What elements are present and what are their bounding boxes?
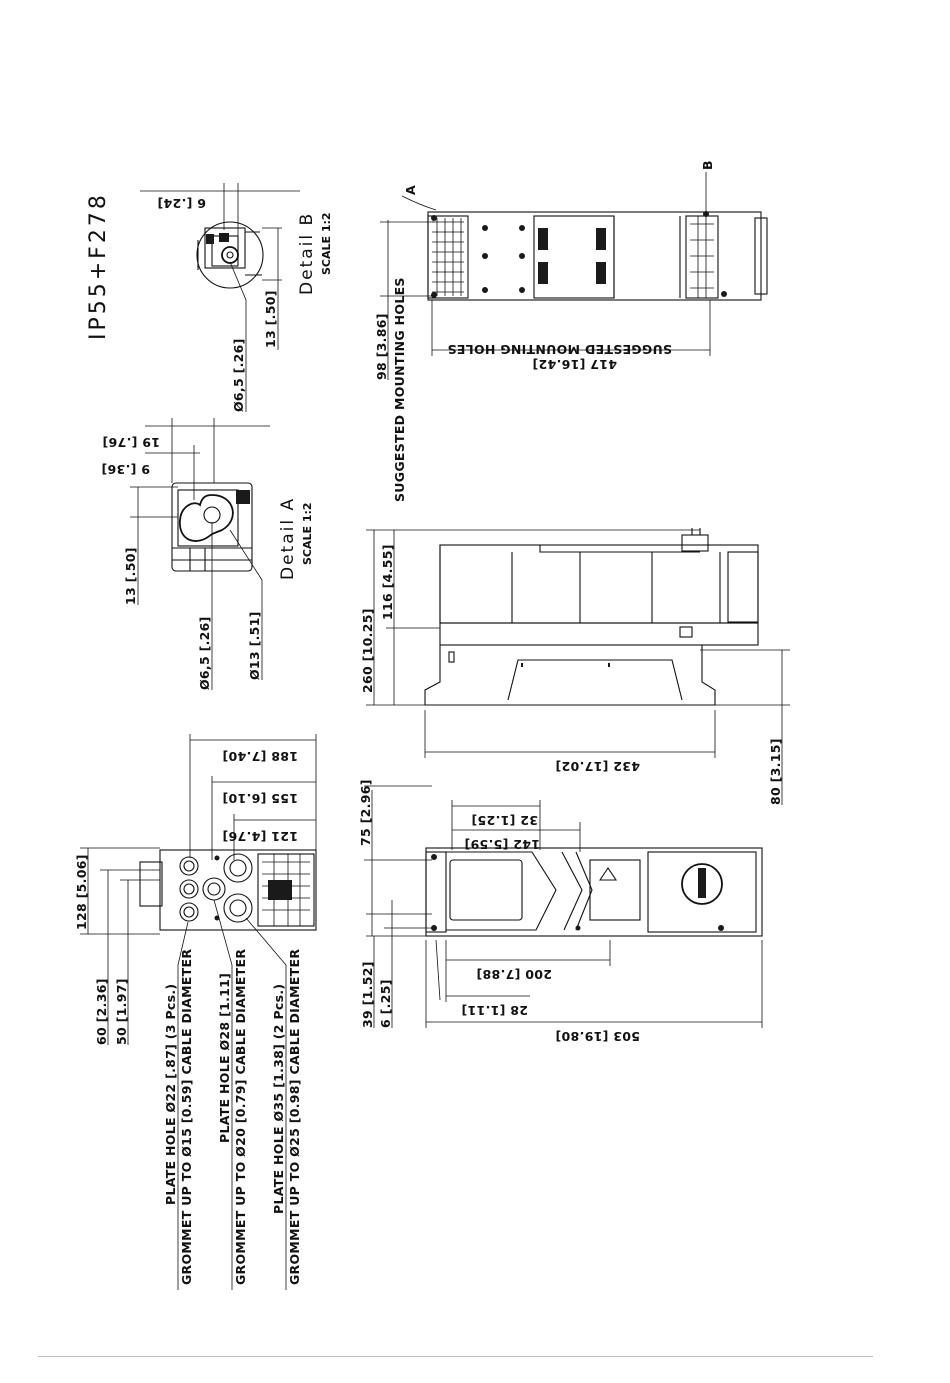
detail-a-dim-hole-outer: Ø13 [.51] — [247, 611, 262, 680]
side-view-dim-116: 116 [4.55] — [380, 544, 395, 620]
front-view-dim-39: 39 [1.52] — [360, 961, 375, 1028]
bottom-view-dim-60: 60 [2.36] — [94, 978, 109, 1045]
drawing-title: IP55+F278 — [86, 192, 111, 340]
note-1-plate: PLATE HOLE Ø22 [.87] (3 Pcs.) — [163, 983, 178, 1205]
top-view-note-length: SUGGESTED MOUNTING HOLES — [447, 342, 672, 357]
side-view-dim-260: 260 [10.25] — [360, 608, 375, 693]
front-view-dim-32: 32 [1.25] — [471, 813, 538, 828]
bottom-view-dim-50: 50 [1.97] — [114, 978, 129, 1045]
detail-a-dim-hole: Ø6,5 [.26] — [197, 616, 212, 690]
top-view-dim-98: 98 [3.86] — [374, 313, 389, 380]
detail-b — [140, 183, 333, 412]
note-3-grommet: GROMMET UP TO Ø25 [0.98] CABLE DIAMETER — [287, 948, 302, 1285]
side-view — [360, 528, 790, 805]
detail-b-dim-13: 13 [.50] — [263, 290, 278, 348]
marker-b: B — [700, 160, 715, 170]
front-view-dim-200: 200 [7.88] — [476, 967, 552, 982]
front-view-dim-75: 75 [2.96] — [358, 779, 373, 846]
footer-divider — [38, 1356, 873, 1357]
note-3-plate: PLATE HOLE Ø35 [1.38] (2 Pcs.) — [271, 983, 286, 1214]
detail-a — [101, 418, 314, 690]
detail-b-dim-6: 6 [.24] — [157, 196, 206, 211]
detail-b-title: Detail B — [297, 211, 317, 295]
detail-b-scale: SCALE 1:2 — [320, 212, 333, 275]
top-view-note-width: SUGGESTED MOUNTING HOLES — [392, 277, 407, 502]
bottom-view-dim-155: 155 [6.10] — [222, 791, 298, 806]
front-view — [358, 779, 762, 1044]
detail-a-dim-19: 19 [.76] — [102, 435, 160, 450]
cable-entry-notes — [163, 949, 302, 1285]
detail-a-title: Detail A — [278, 496, 298, 580]
detail-a-scale: SCALE 1:2 — [301, 502, 314, 565]
front-view-dim-142: 142 [5.59] — [464, 837, 540, 852]
note-2-grommet: GROMMET UP TO Ø20 [0.79] CABLE DIAMETER — [233, 948, 248, 1285]
detail-a-dim-13: 13 [.50] — [123, 547, 138, 605]
bottom-view-dim-188: 188 [7.40] — [222, 749, 298, 764]
side-view-dim-80: 80 [3.15] — [768, 738, 783, 805]
front-view-dim-6: 6 [.25] — [378, 979, 393, 1028]
front-view-dim-503: 503 [19.80] — [555, 1029, 640, 1044]
top-view — [374, 160, 767, 502]
bottom-view-dim-121: 121 [4.76] — [222, 829, 298, 844]
marker-a: A — [403, 185, 418, 195]
detail-a-dim-9: 9 [.36] — [101, 462, 150, 477]
front-view-dim-28: 28 [1.11] — [461, 1003, 528, 1018]
top-view-dim-417: 417 [16.42] — [532, 357, 617, 372]
note-1-grommet: GROMMET UP TO Ø15 [0.59] CABLE DIAMETER — [179, 948, 194, 1285]
note-2-plate: PLATE HOLE Ø28 [1.11] — [217, 972, 232, 1143]
bottom-view-dim-128: 128 [5.06] — [74, 854, 89, 930]
side-view-dim-432: 432 [17.02] — [555, 759, 640, 774]
detail-b-dim-hole: Ø6,5 [.26] — [231, 338, 246, 412]
